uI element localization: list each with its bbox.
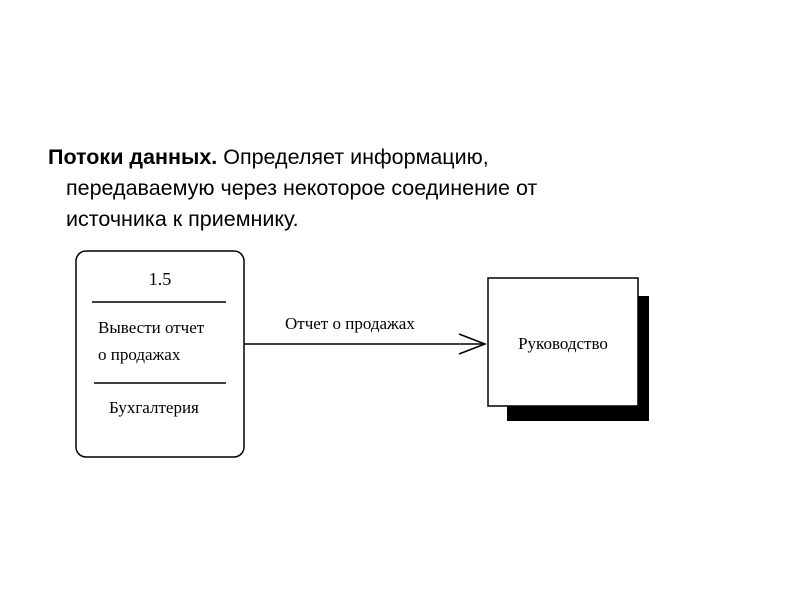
process-number: 1.5 — [148, 269, 172, 289]
process-name-line-1: Вывести отчет — [98, 318, 205, 337]
definition-line-2: передаваемую через некоторое соединение от — [66, 176, 538, 200]
definition-line-3: источника к приемнику. — [66, 207, 299, 231]
process-node — [76, 251, 244, 457]
external-entity-node — [488, 278, 649, 421]
process-name-line-2: о продажах — [98, 345, 181, 364]
process-location: Бухгалтерия — [109, 398, 199, 417]
entity-label: Руководство — [518, 334, 608, 353]
data-flow-arrow — [244, 314, 485, 354]
flow-label: Отчет о продажах — [285, 314, 415, 333]
definition-term: Потоки данных. — [48, 145, 218, 169]
definition-line-1-text: Определяет информацию, — [223, 145, 489, 169]
